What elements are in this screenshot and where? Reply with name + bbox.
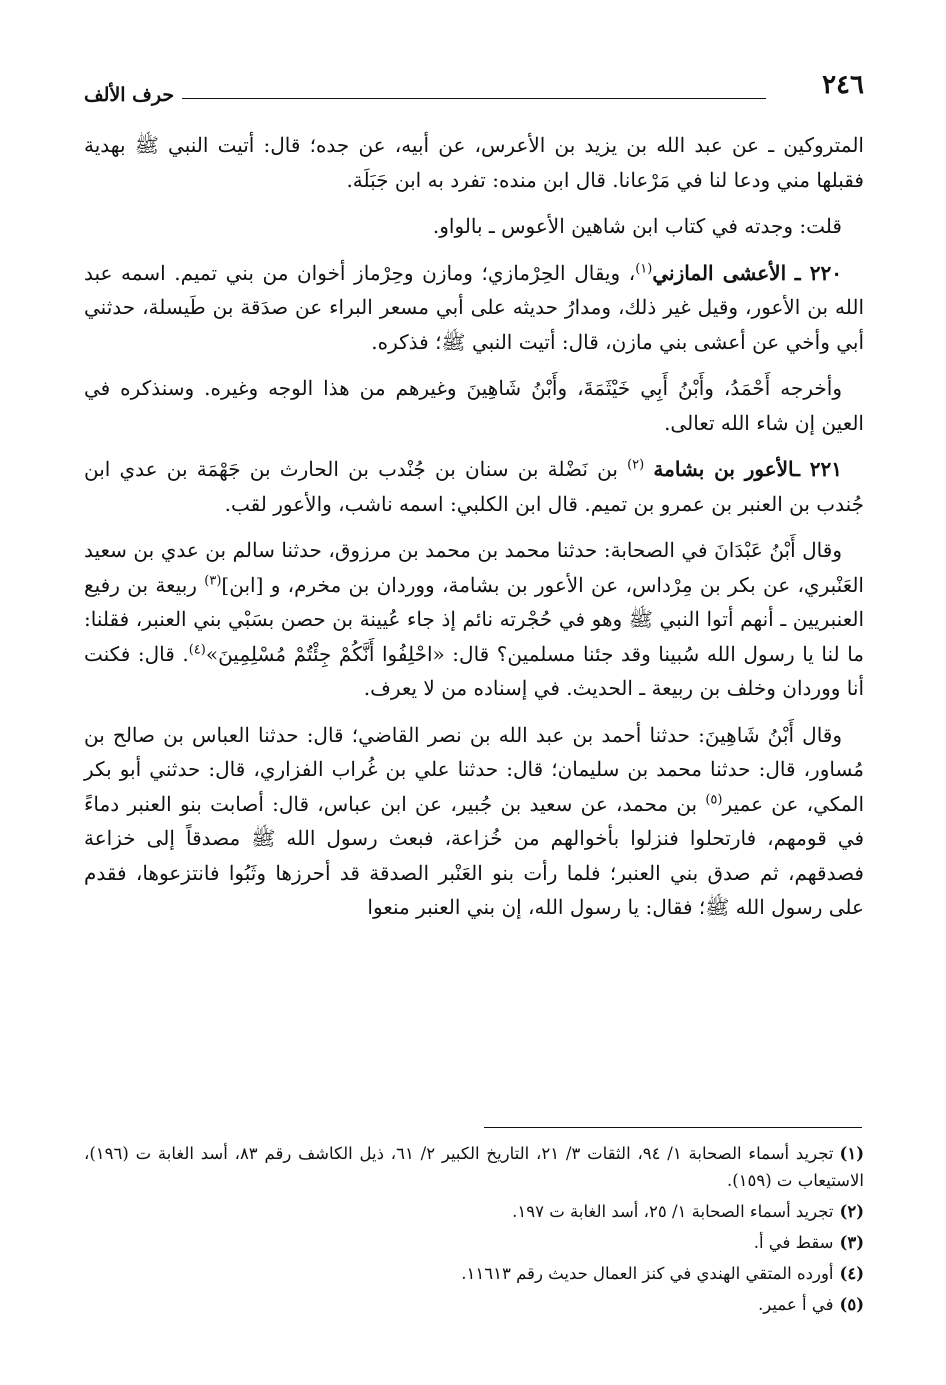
entry-text: ، ويقال الحِرْمازي؛ ومازن وحِرْماز أخوان من بني تميم. اسمه عبد الله بن الأعور، وقيل غير ذلك، ومدارُ حديثه على أبي مسعر البراء عن صدَقة بن طَيسلة، حدثني أبي وأخي عن أعشى بني مازن، قال: أتيت النبي ﷺ؛ فذكره. <box>84 260 864 354</box>
entry-text: بن نَضْلة بن سنان بن جُنْدب بن الحارث بن جَهْمَة بن عدي ابن جُندب بن العنبر بن عمرو بن تميم. قال ابن الكلبي: اسمه ناشب، والأعور لقب. <box>84 457 864 516</box>
footnote-text: سقط في أ. <box>753 1233 834 1252</box>
running-title: حرف الألف <box>84 84 175 106</box>
footnote-text: في أ عمير. <box>758 1295 834 1314</box>
footnote-ref-2[interactable]: (٢) <box>627 457 645 473</box>
footnote-number: (٤) <box>839 1264 864 1283</box>
paragraph-note: قلت: وجدته في كتاب ابن شاهين الأعوس ـ بالواو. <box>432 214 842 238</box>
text-segment: ربيعة بن رفيع العنبريين ـ أنهم أتوا النبي ﷺ وهو في حُجْرته نائم إذ جاء عُيينة بن حصن بسَبْي بني العنبر، فقلنا: ما لنا يا رسول الله سُبينا وقد جئنا مسلمين؟ قال: «احْلِفُوا أَنَّكُمْ جِئْتُمْ مُسْلِمِينَ» <box>84 572 865 666</box>
paragraph-ibn-abdan <box>84 533 864 706</box>
entry-name: الأعشى المازني <box>652 260 787 285</box>
footnote-number: (٥) <box>839 1295 864 1314</box>
header-rule <box>182 98 766 99</box>
entry-221 <box>84 452 864 521</box>
page-number: ٢٤٦ <box>822 70 864 100</box>
entry-220 <box>84 256 864 360</box>
paragraph-continuation: المتروكين ـ عن عبد الله بن يزيد بن الأعرس، عن أبيه، عن جده؛ قال: أتيت النبي ﷺ بهدية فقبلها مني ودعا لنا في مَرْعانا. قال ابن منده: تفرد به ابن جَبَلَة. <box>84 133 864 192</box>
paragraph-narration: وأخرجه أَحْمَدُ، وأَبْنُ أَبِي خَيْثَمَةَ، وأَبْنُ شَاهِينَ وغيرهم من هذا الوجه وغيره. وسنذكره في العين إن شاء الله تعالى. <box>84 376 864 435</box>
text-segment: وقال أَبْنُ شَاهِينَ: حدثنا أحمد بن عبد الله بن نصر القاضي؛ قال: حدثنا العباس بن صالح بن مُساور، قال: حدثنا محمد بن سليمان؛ قال: حدثنا علي بن غُراب الفزاري، قال: حدثني أبو بكر المكي، عن عمير <box>84 722 864 816</box>
footnote-item <box>84 1291 864 1318</box>
entry-number: ٢٢٠ ـ <box>794 260 842 285</box>
footnote-item <box>84 1229 864 1256</box>
footnote-item <box>84 1260 864 1287</box>
footnote-ref-5[interactable]: (٥) <box>705 791 723 807</box>
text-segment: . قال: فكنت أنا ووردان وخلف بن ربيعة ـ الحديث. في إسناده من لا يعرف. <box>84 641 864 700</box>
page-header <box>84 70 864 110</box>
text-segment: وقال أَبْنُ عَبْدَانَ في الصحابة: حدثنا محمد بن محمد بن مرزوق، حدثنا سالم بن عدي بن سعيد العَنْبري، عن بكر بن مِرْداس، عن الأعور بن بشامة، ووردان بن مخرم، و [ابن] <box>84 538 864 597</box>
footnote-number: (٢) <box>839 1202 864 1221</box>
paragraph-ibn-shahin <box>84 718 864 925</box>
footnote-item <box>84 1198 864 1225</box>
footnote-text: أورده المتقي الهندي في كنز العمال حديث رقم ١١٦١٣. <box>461 1264 834 1283</box>
entry-name: الأعور بن بشامة <box>653 457 795 481</box>
text-segment: بن محمد، عن سعيد بن جُبير، عن ابن عباس، قال: أصابت بنو العنبر دماءً في قومهم، فارتحلوا فنزلوا بأخوالهم من خُزاعة، فبعث رسول الله ﷺ مصدقاً إلى خزاعة فصدقهم، ثم صدق بني العنبر؛ فلما رأت بنو العَنْبر الصدقة قد أحرزها وثَبُوا فانتزعوها، فقدم على رسول الله ﷺ؛ فقال: يا رسول الله، إن بني العنبر منعوا <box>84 791 864 919</box>
main-text <box>84 128 864 937</box>
footnotes <box>84 1140 864 1322</box>
footnote-number: (١) <box>839 1144 864 1163</box>
footnote-ref-1[interactable]: (١) <box>635 260 653 276</box>
footnote-number: (٣) <box>839 1233 864 1252</box>
footnote-separator <box>484 1127 862 1128</box>
footnote-text: تجريد أسماء الصحابة ١/ ٢٥، أسد الغابة ت ١٩٧. <box>512 1202 834 1221</box>
footnote-item <box>84 1140 864 1194</box>
entry-number: ٢٢١ ـ <box>794 457 843 481</box>
footnote-ref-4[interactable]: (٤) <box>188 641 206 657</box>
footnote-text: تجريد أسماء الصحابة ١/ ٩٤، الثقات ٣/ ٢١، التاريخ الكبير ٢/ ٦١، ذيل الكاشف رقم ٨٣، أسد الغابة ت (١٩٦)، الاستيعاب ت (١٥٩). <box>84 1144 864 1190</box>
footnote-ref-3[interactable]: (٣) <box>204 572 222 588</box>
